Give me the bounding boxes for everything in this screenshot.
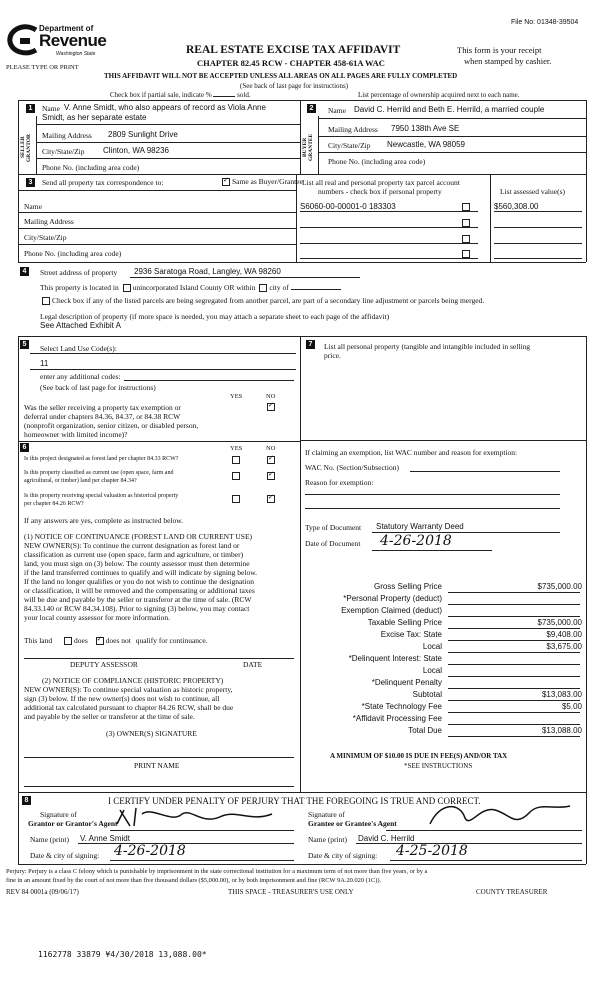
doc-date-handwritten[interactable]: 4-26-2018	[380, 533, 452, 549]
grantee-name-field[interactable]: David C. Herrild	[358, 834, 415, 843]
seller-name-field[interactable]: V. Anne Smidt, who also appears of record as Viola Anne	[64, 103, 266, 112]
parcel-header-1: List all real and personal property tax parcel account	[302, 178, 460, 187]
historic-question-1: Is this property receiving special valuation as historical property	[24, 493, 179, 499]
partial-sale-percent-field[interactable]	[213, 96, 235, 97]
continuance-line-5: If the land no longer qualifies or you do not wish to continue the designation	[24, 577, 254, 586]
perjury-line-1: Perjury: Perjury is a class C felony which is punishable by imprisonment in the state correctional institution for a maximum term of not more than five years, or by a	[6, 868, 428, 875]
continuance-line-0: (1) NOTICE OF CONTINUANCE (FOREST LAND OR CURRENT USE)	[24, 532, 253, 541]
owner-signature-label: (3) OWNER(S) SIGNATURE	[106, 729, 197, 738]
exemption-claim-label: If claiming an exemption, list WAC number and reason for exemption:	[305, 448, 518, 457]
buyer-city-field[interactable]: Newcastle, WA 98059	[387, 140, 465, 149]
dor-logo	[6, 22, 106, 64]
legal-description-label: Legal description of property (if more space is needed, you may attach a separate sheet to each page of the affidavit)	[40, 312, 390, 321]
send-correspondence-label: Send all property tax correspondence to:	[42, 178, 164, 187]
continuance-line-3: land, you must sign on (3) below. The county assessor must then determine	[24, 559, 250, 568]
historic-yes-checkbox[interactable]	[232, 495, 240, 503]
seller-name-field-line-2[interactable]: Smidt, as her separate estate	[42, 113, 147, 122]
tax-table	[300, 582, 586, 742]
segregated-row	[40, 296, 484, 305]
continuance-line-6: or classification, it will be removed and the compensating or additional taxes	[24, 586, 255, 595]
tax-row-0-value[interactable]: $735,000.00	[537, 582, 582, 591]
exemption-yes-header: YES	[230, 393, 243, 400]
warning-text: THIS AFFIDAVIT WILL NOT BE ACCEPTED UNLESS ALL AREAS ON ALL PAGES ARE FULLY COMPLETED	[104, 72, 458, 80]
historic-question-2: per chapter 84.26 RCW?	[24, 501, 84, 507]
grantor-name-field[interactable]: V. Anne Smidt	[80, 834, 130, 843]
parcel-2-personal-checkbox[interactable]	[462, 219, 470, 227]
tax-row-1-label: *Personal Property (deduct)	[343, 594, 442, 603]
current-use-question-2: agricultural, or timber) land per chapter 84.34?	[24, 478, 137, 484]
tax-row-9-value[interactable]: $13,083.00	[541, 690, 582, 699]
form-chapter: CHAPTER 82.45 RCW - CHAPTER 458-61A WAC	[197, 58, 385, 68]
exemption-no-checkbox[interactable]	[267, 403, 275, 411]
tax-row-6-label: *Delinquent Interest: State	[348, 654, 442, 663]
buyer-grantee-side-label: BUYER GRANTEE	[302, 133, 314, 162]
this-land-label: This land	[24, 636, 53, 645]
section-7-number: 7	[306, 340, 315, 349]
continuance-line-4: if the land transferred continues to qualify and will indicate by signing below.	[24, 568, 257, 577]
does-not-qualify-checkbox[interactable]	[96, 637, 104, 645]
tax-row-11-label: *Affidavit Processing Fee	[352, 714, 442, 723]
current-use-yes-checkbox[interactable]	[232, 472, 240, 480]
deputy-assessor-label: DEPUTY ASSESSOR	[70, 660, 138, 669]
section-5-number: 5	[20, 340, 29, 349]
same-as-buyer-checkbox[interactable]	[222, 178, 230, 186]
seller-phone-label: Phone No. (including area code)	[42, 163, 140, 172]
seller-grantor-side-label: SELLER GRANTOR	[20, 133, 32, 162]
current-use-question-1: Is this property classified as current use (open space, farm and	[24, 470, 174, 476]
see-instructions-note: *SEE INSTRUCTIONS	[404, 762, 473, 770]
minimum-fee-note: A MINIMUM OF $10.00 IS DUE IN FEE(S) AND/OR TAX	[330, 752, 508, 760]
compliance-line-2: sign (3) below. If the new owner(s) does not wish to continue, all	[24, 694, 220, 703]
treasurer-use-label: THIS SPACE - TREASURER'S USE ONLY	[228, 888, 354, 896]
qualify-row	[24, 636, 208, 645]
section-3-number: 3	[26, 178, 35, 187]
assessor-date-label: DATE	[243, 660, 263, 669]
seller-city-field[interactable]: Clinton, WA 98236	[103, 146, 169, 155]
segregated-label: Check box if any of the listed parcels are being segregated from another parcel, are part of a secondary line adjustment or parcels being merged.	[52, 296, 485, 305]
grantee-signature-scribble-icon	[420, 800, 580, 830]
continuance-line-2: classification as current use (open space, farm and agriculture, or timber)	[24, 550, 244, 559]
personal-property-label-2: price.	[324, 351, 341, 360]
corr-name-label: Name	[24, 202, 42, 211]
tax-row-9-label: Subtotal	[412, 690, 442, 699]
property-location-row	[40, 283, 341, 292]
does-label: does	[74, 636, 88, 645]
grantee-signature[interactable]	[420, 800, 580, 830]
unincorporated-checkbox[interactable]	[123, 284, 131, 292]
assessed-header: List assessed value(s)	[500, 187, 565, 196]
form-title: REAL ESTATE EXCISE TAX AFFIDAVIT	[186, 44, 401, 56]
s6-yes-header: YES	[230, 445, 243, 452]
section-8-number: 8	[22, 796, 31, 805]
sold-label: sold.	[237, 91, 251, 99]
tax-row-7-label: Local	[422, 666, 442, 675]
same-as-buyer-label: Same as Buyer/Grantee	[232, 177, 303, 186]
exemption-question-3: (nonprofit organization, senior citizen, or disabled person,	[24, 421, 199, 430]
doc-date-label: Date of Document	[305, 539, 361, 548]
section-4-number: 4	[20, 267, 29, 276]
tax-row-5-label: Local	[422, 642, 442, 651]
exemption-question-2: deferral under chapters 84.36, 84.37, or 84.38 RCW	[24, 412, 181, 421]
compliance-line-1: NEW OWNER(S): To continue special valuation as historic property,	[24, 685, 233, 694]
tax-row-12-label: Total Due	[408, 726, 442, 735]
please-type-label: PLEASE TYPE OR PRINT	[6, 64, 79, 71]
forest-land-no-checkbox[interactable]	[267, 456, 275, 464]
exemption-question-4: homeowner with limited income)?	[24, 430, 128, 439]
buyer-name-field[interactable]: David C. Herrild and Beth E. Herrild, a married couple	[354, 105, 545, 114]
receipt-note-2: when stamped by cashier.	[464, 56, 552, 66]
buyer-mailing-field[interactable]: 7950 138th Ave SE	[391, 124, 460, 133]
street-address-label: Street address of property	[40, 268, 118, 277]
print-name-label: PRINT NAME	[134, 761, 180, 770]
tax-row-4-label: Excise Tax: State	[380, 630, 442, 639]
grantor-name-label: Name (print)	[30, 835, 69, 844]
form-number: REV 84 0001a (09/06/17)	[6, 888, 79, 896]
compliance-line-0: (2) NOTICE OF COMPLIANCE (HISTORIC PROPERTY)	[42, 676, 224, 685]
file-number: File No: 01348-39504	[511, 19, 579, 26]
grantee-sig-label-2: Grantee or Grantee's Agent	[308, 819, 397, 828]
grantor-signature-scribble-icon	[112, 804, 292, 830]
city-of-label: city of	[269, 283, 289, 292]
land-use-label: Select Land Use Code(s):	[40, 344, 117, 353]
tax-row-12-value[interactable]: $13,088.00	[541, 726, 582, 735]
forest-land-yes-checkbox[interactable]	[232, 456, 240, 464]
assessed-value-field[interactable]: $560,308.00	[494, 202, 539, 211]
seller-mailing-field[interactable]: 2809 Sunlight Drive	[108, 130, 178, 139]
continuance-line-9: your local county assessor for more information.	[24, 613, 171, 622]
forest-land-question: Is this project designated as forest land per chapter 84.33 RCW?	[24, 456, 179, 462]
parcel-header-2: numbers - check box if personal property	[318, 187, 442, 196]
parcel-number-field[interactable]: S6060-00-00001-0 183303	[300, 202, 396, 211]
tax-row-10-label: *State Technology Fee	[361, 702, 442, 711]
list-percentage-note: List percentage of ownership acquired next to each name.	[358, 91, 520, 99]
exemption-question-1: Was the seller receiving a property tax exemption or	[24, 403, 181, 412]
compliance-line-4: and payable by the seller or transferor at the time of sale.	[24, 712, 195, 721]
compliance-line-3: additional tax calculated pursuant to chapter 84.26 RCW, shall be due	[24, 703, 234, 712]
tax-row-0-label: Gross Selling Price	[373, 582, 442, 591]
tax-row-2-label: Exemption Claimed (deduct)	[341, 606, 442, 615]
buyer-city-label: City/State/Zip	[328, 141, 371, 150]
grantee-date-handwritten[interactable]: 4-25-2018	[396, 843, 468, 859]
seller-city-label: City/State/Zip	[42, 147, 85, 156]
additional-codes-label: enter any additional codes:	[40, 372, 121, 381]
tax-row-3-label: Taxable Selling Price	[367, 618, 442, 627]
see-back-note: (See back of last page for instructions)	[240, 82, 349, 90]
buyer-name-label: Name	[328, 106, 346, 115]
parcel-1-personal-checkbox[interactable]	[462, 203, 470, 211]
logo-department: Department of	[39, 24, 94, 33]
tax-row-8-label: *Delinquent Penalty	[371, 678, 442, 687]
corr-mailing-label: Mailing Address	[24, 217, 74, 226]
section-6-number: 6	[20, 443, 29, 452]
tax-row-5-value[interactable]: $3,675.00	[546, 642, 582, 651]
doc-type-label: Type of Document	[305, 523, 362, 532]
seller-name-label: Name	[42, 104, 60, 113]
continuance-line-7: will be due and payable by the seller or transferor at the time of sale. (RCW	[24, 595, 252, 604]
perjury-line-2: fine in an amount fixed by the court of not more than five thousand dollars ($5,000.00), or by both imprisonment and fine (RCW 9A.20.020 (1C)).	[6, 877, 382, 884]
exemption-reason-label: Reason for exemption:	[305, 478, 374, 487]
grantor-signature[interactable]	[112, 804, 292, 830]
property-location-label: This property is located in	[40, 283, 119, 292]
land-use-code-field[interactable]: 11	[40, 359, 49, 368]
certify-statement: I CERTIFY UNDER PENALTY OF PERJURY THAT THE FOREGOING IS TRUE AND CORRECT.	[108, 796, 481, 806]
historic-no-checkbox[interactable]	[267, 495, 275, 503]
current-use-no-checkbox[interactable]	[267, 472, 275, 480]
seller-mailing-label: Mailing Address	[42, 131, 92, 140]
partial-sale-row	[110, 91, 251, 99]
if-yes-instruction: If any answers are yes, complete as instructed below.	[24, 516, 184, 525]
parcel-3-personal-checkbox[interactable]	[462, 235, 470, 243]
wac-number-label: WAC No. (Section/Subsection)	[305, 463, 399, 472]
exemption-no-header: NO	[266, 393, 276, 400]
continuance-line-8: 84.33.140 or RCW 84.34.108). Prior to signing (3) below, you may contact	[24, 604, 250, 613]
does-qualify-checkbox[interactable]	[64, 637, 72, 645]
land-use-see-back: (See back of last page for instructions)	[40, 383, 156, 392]
same-as-buyer-option[interactable]	[220, 177, 303, 186]
grantor-sig-label-1: Signature of	[40, 810, 77, 819]
tax-row-3-value[interactable]: $735,000.00	[537, 618, 582, 627]
qualify-label: qualify for continuance.	[135, 636, 208, 645]
street-address-field[interactable]: 2936 Saratoga Road, Langley, WA 98260	[134, 267, 281, 276]
personal-property-label-1: List all personal property (tangible and intangible included in selling	[324, 342, 530, 351]
corr-city-label: City/State/Zip	[24, 233, 67, 242]
city-of-checkbox[interactable]	[259, 284, 267, 292]
doc-type-field[interactable]: Statutory Warranty Deed	[376, 522, 464, 531]
grantor-date-label: Date & city of signing:	[30, 851, 100, 860]
grantor-sig-label-2: Grantor or Grantor's Agent	[28, 819, 118, 828]
county-treasurer-label: COUNTY TREASURER	[476, 888, 548, 896]
grantee-date-label: Date & city of signing:	[308, 851, 378, 860]
grantor-date-handwritten[interactable]: 4-26-2018	[114, 843, 186, 859]
does-not-label: does not	[105, 636, 131, 645]
city-of-field[interactable]	[291, 289, 341, 290]
parcel-4-personal-checkbox[interactable]	[462, 250, 470, 258]
grantee-name-label: Name (print)	[308, 835, 347, 844]
segregated-checkbox[interactable]	[42, 297, 50, 305]
section-2-number: 2	[307, 104, 316, 113]
buyer-phone-label: Phone No. (including area code)	[328, 157, 426, 166]
legal-description-field[interactable]: See Attached Exhibit A	[40, 321, 121, 330]
grantee-sig-label-1: Signature of	[308, 810, 345, 819]
tax-row-4-value[interactable]: $9,408.00	[546, 630, 582, 639]
unincorporated-label: unincorporated Island County OR within	[132, 283, 256, 292]
buyer-mailing-label: Mailing Address	[328, 125, 378, 134]
logo-state: Washington State	[56, 51, 96, 57]
s6-no-header: NO	[266, 445, 276, 452]
continuance-line-1: NEW OWNER(S): To continue the current designation as forest land or	[24, 541, 240, 550]
corr-phone-label: Phone No. (including area code)	[24, 249, 122, 258]
partial-sale-label: Check box if partial sale, indicate %	[110, 91, 212, 99]
section-1-number: 1	[26, 104, 35, 113]
receipt-stamp: 1162778 33879 ¥4/30/2018 13,088.00*	[38, 950, 207, 959]
receipt-note-1: This form is your receipt	[457, 45, 542, 55]
tax-row-10-value[interactable]: $5.00	[561, 702, 582, 711]
logo-revenue: Revenue	[39, 31, 107, 50]
